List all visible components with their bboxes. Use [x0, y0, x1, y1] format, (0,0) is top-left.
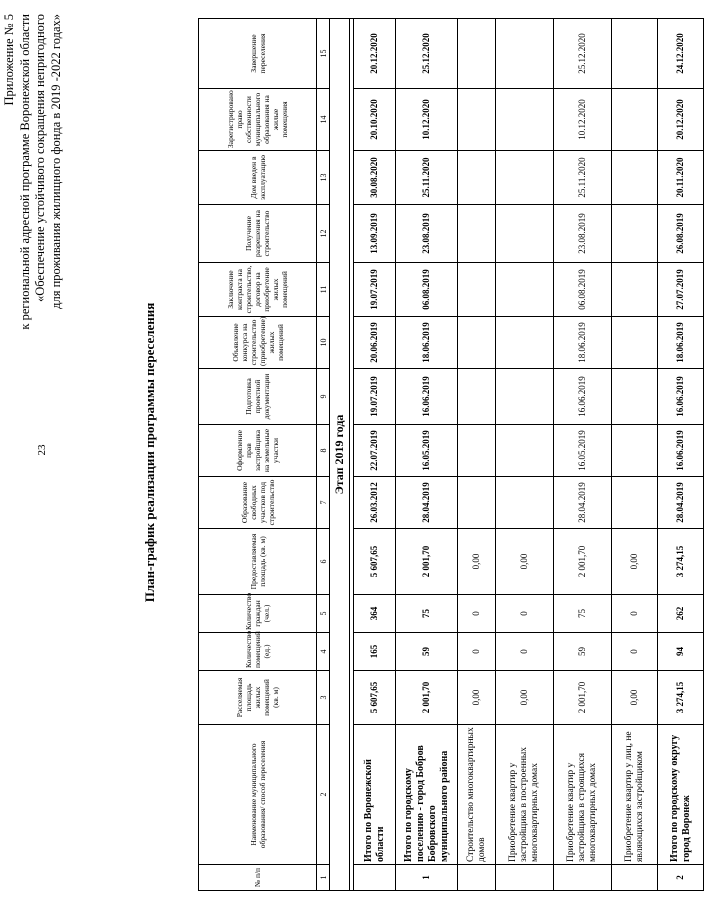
row-c7: 28.04.2019: [396, 477, 458, 529]
row-rooms: 59: [554, 633, 612, 671]
row-provided: 5 607,65: [354, 529, 396, 595]
row-c12: 13.09.2019: [354, 205, 396, 263]
row-area: 3 274,15: [658, 671, 704, 725]
row-num: 2: [658, 865, 704, 891]
colnum: 13: [317, 151, 330, 205]
row-c13: 20.11.2020: [658, 151, 704, 205]
table-row: [396, 19, 458, 891]
row-c12: 23.08.2019: [554, 205, 612, 263]
row-c12: [496, 205, 554, 263]
row-c10: 18.06.2019: [554, 317, 612, 369]
row-num: [612, 865, 658, 891]
row-c7: 28.04.2019: [554, 477, 612, 529]
header-area: Расселяемая площадь жилых помещений (кв. м): [199, 671, 317, 725]
row-c10: [612, 317, 658, 369]
row-rooms: 0: [496, 633, 554, 671]
row-people: 75: [554, 595, 612, 633]
stage-row: [330, 19, 350, 891]
row-name: Приобретение квартир у застройщика в строящихся многоквартирных домах: [554, 725, 612, 865]
header-completion: Завершение переселения: [199, 19, 317, 89]
colnum: 6: [317, 529, 330, 595]
row-num: [354, 865, 396, 891]
colnum: 15: [317, 19, 330, 89]
row-name: Приобретение квартир у застройщика в построенных многоквартирных домах: [496, 725, 554, 865]
header-design-docs: Подготовка проектной документации: [199, 369, 317, 425]
row-c9: 16.06.2019: [554, 369, 612, 425]
row-c8: 16.05.2019: [396, 425, 458, 477]
table-row: [658, 19, 704, 891]
appendix-line-3: «Обеспечение устойчивого сокращения непригодного: [33, 14, 47, 302]
row-c14: 20.12.2020: [658, 89, 704, 151]
row-c10: 18.06.2019: [658, 317, 704, 369]
table-row: [496, 19, 554, 891]
row-provided: 0,00: [612, 529, 658, 595]
row-c7: [496, 477, 554, 529]
row-c7: [458, 477, 496, 529]
row-c14: [496, 89, 554, 151]
row-c13: [458, 151, 496, 205]
row-provided: 0,00: [458, 529, 496, 595]
row-c14: [458, 89, 496, 151]
colnum: 1: [317, 865, 330, 891]
row-c12: [612, 205, 658, 263]
header-rooms: Количество помещений (ед.): [199, 633, 317, 671]
row-c12: [458, 205, 496, 263]
row-rooms: 94: [658, 633, 704, 671]
row-area: 0,00: [612, 671, 658, 725]
row-area: 2 001,70: [396, 671, 458, 725]
table-row: [354, 19, 396, 891]
row-c15: [496, 19, 554, 89]
row-people: 75: [396, 595, 458, 633]
colnum: 8: [317, 425, 330, 477]
row-c10: [496, 317, 554, 369]
row-c9: [458, 369, 496, 425]
row-area: 5 607,65: [354, 671, 396, 725]
row-num: [554, 865, 612, 891]
row-provided: 2 001,70: [554, 529, 612, 595]
row-c15: [612, 19, 658, 89]
header-commissioning: Дом введен в эксплуатацию: [199, 151, 317, 205]
row-c9: 16.06.2019: [658, 369, 704, 425]
row-provided: 2 001,70: [396, 529, 458, 595]
row-c8: [496, 425, 554, 477]
row-provided: 3 274,15: [658, 529, 704, 595]
row-people: 364: [354, 595, 396, 633]
row-name: Итого по Воронежской области: [354, 725, 396, 865]
row-c11: [496, 263, 554, 317]
row-area: 2 001,70: [554, 671, 612, 725]
colnum: 3: [317, 671, 330, 725]
table-row: [458, 19, 496, 891]
colnum: 5: [317, 595, 330, 633]
row-c13: [496, 151, 554, 205]
row-c14: 10.12.2020: [554, 89, 612, 151]
row-c15: 24.12.2020: [658, 19, 704, 89]
row-c10: 18.06.2019: [396, 317, 458, 369]
row-name: Приобретение квартир у лиц, не являющихся застройщиком: [612, 725, 658, 865]
colnum: 10: [317, 317, 330, 369]
row-c14: 20.10.2020: [354, 89, 396, 151]
row-c12: 23.08.2019: [396, 205, 458, 263]
colnum: 2: [317, 725, 330, 865]
column-number-row: [317, 19, 330, 891]
row-c9: 16.06.2019: [396, 369, 458, 425]
row-c9: [496, 369, 554, 425]
row-c8: 22.07.2019: [354, 425, 396, 477]
document-title: План-график реализации программы переселения: [142, 302, 157, 603]
row-c14: 10.12.2020: [396, 89, 458, 151]
header-row: [199, 19, 317, 891]
row-rooms: 165: [354, 633, 396, 671]
row-area: 0,00: [496, 671, 554, 725]
row-people: 0: [612, 595, 658, 633]
colnum: 11: [317, 263, 330, 317]
row-num: [496, 865, 554, 891]
header-tender: Объявление конкурса на строительство (приобретение) жилых помещений: [199, 317, 317, 369]
header-num: № п/п: [199, 865, 317, 891]
row-rooms: 0: [612, 633, 658, 671]
colnum: 12: [317, 205, 330, 263]
row-c8: [612, 425, 658, 477]
appendix-header: [2, 14, 64, 534]
header-municipality: Наименование муниципального образования/ способ переселения: [199, 725, 317, 865]
header-permit: Получение разрешения на строительство: [199, 205, 317, 263]
colnum: 14: [317, 89, 330, 151]
row-area: 0,00: [458, 671, 496, 725]
row-people: 262: [658, 595, 704, 633]
row-num: [458, 865, 496, 891]
row-c9: 19.07.2019: [354, 369, 396, 425]
row-c8: 16.06.2019: [658, 425, 704, 477]
row-num: 1: [396, 865, 458, 891]
row-c13: 30.08.2020: [354, 151, 396, 205]
colnum: 7: [317, 477, 330, 529]
row-c11: [458, 263, 496, 317]
row-c10: 20.06.2019: [354, 317, 396, 369]
header-provided-area: Предоставляемая площадь (кв. м): [199, 529, 317, 595]
row-c8: 16.05.2019: [554, 425, 612, 477]
row-c13: [612, 151, 658, 205]
page-number: 23: [36, 444, 48, 456]
header-people: Количество граждан (чел.): [199, 595, 317, 633]
row-rooms: 0: [458, 633, 496, 671]
row-c11: 06.08.2019: [554, 263, 612, 317]
row-c13: 25.11.2020: [554, 151, 612, 205]
row-c15: [458, 19, 496, 89]
row-c11: [612, 263, 658, 317]
row-c11: 27.07.2019: [658, 263, 704, 317]
row-c7: [612, 477, 658, 529]
header-ownership: Зарегистрировано право собственности муниципального образования на жилые помещения: [199, 89, 317, 151]
row-people: 0: [496, 595, 554, 633]
row-c11: 06.08.2019: [396, 263, 458, 317]
row-provided: 0,00: [496, 529, 554, 595]
appendix-line-1: Приложение № 5: [2, 14, 16, 106]
appendix-line-2: к региональной адресной программе Воронежской области: [17, 14, 32, 330]
header-land-plots: Образование свободных участков под строительство: [199, 477, 317, 529]
row-rooms: 59: [396, 633, 458, 671]
appendix-line-4: для проживания жилищного фонда в 2019 -2022 годах»: [48, 14, 63, 309]
row-c15: 25.12.2020: [554, 19, 612, 89]
row-c8: [458, 425, 496, 477]
row-people: 0: [458, 595, 496, 633]
row-c11: 19.07.2019: [354, 263, 396, 317]
row-c7: 28.04.2019: [658, 477, 704, 529]
row-name: Строительство многоквартирных домов: [458, 725, 496, 865]
row-c13: 25.11.2020: [396, 151, 458, 205]
row-name: Итого по городскому округу город Воронеж: [658, 725, 704, 865]
row-name: Итого по городскому поселению - город Бобров Бобровского муниципального района: [396, 725, 458, 865]
resettlement-schedule-table: [198, 18, 704, 891]
row-c9: [612, 369, 658, 425]
row-c15: 20.12.2020: [354, 19, 396, 89]
table-row: [554, 19, 612, 891]
colnum: 9: [317, 369, 330, 425]
table-row: [612, 19, 658, 891]
row-c7: 26.03.2012: [354, 477, 396, 529]
row-c15: 25.12.2020: [396, 19, 458, 89]
header-contract: Заключение контракта на строительство, договор на приобретение жилых помещений: [199, 263, 317, 317]
row-c12: 26.08.2019: [658, 205, 704, 263]
header-land-rights: Оформление прав застройщика на земельные участки: [199, 425, 317, 477]
row-c10: [458, 317, 496, 369]
stage-label: Этап 2019 года: [330, 19, 350, 891]
row-c14: [612, 89, 658, 151]
colnum: 4: [317, 633, 330, 671]
